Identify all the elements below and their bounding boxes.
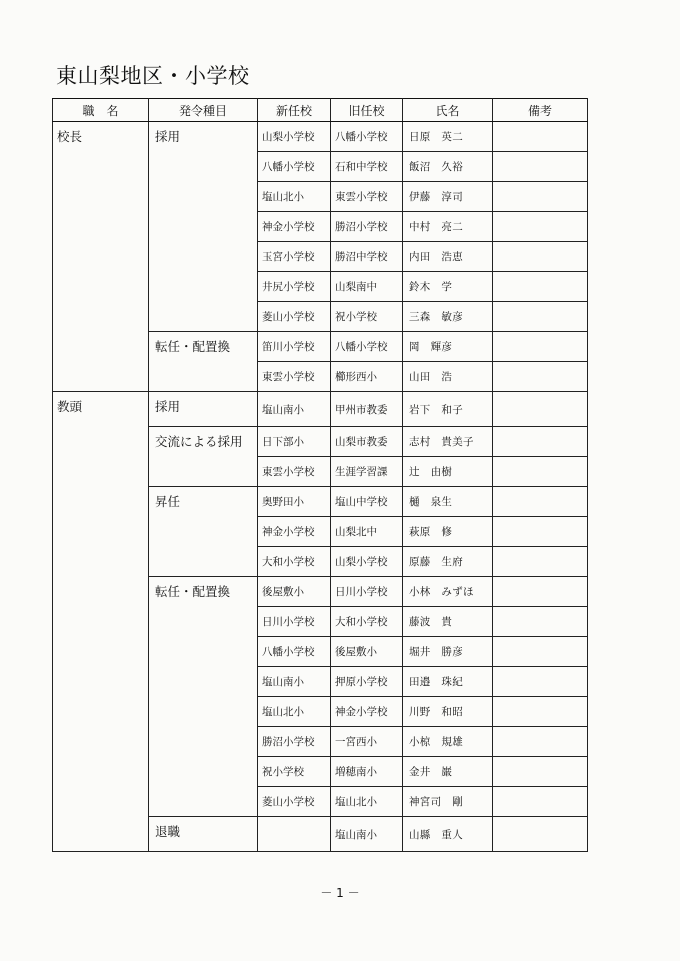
header-remarks: 備考	[493, 99, 588, 122]
position-cell: 校長	[53, 122, 149, 392]
remarks-cell	[493, 212, 588, 242]
position-cell: 教頭	[53, 392, 149, 852]
remarks-cell	[493, 152, 588, 182]
new-school-cell: 東雲小学校	[258, 362, 331, 392]
name-cell: 伊藤 淳司	[403, 182, 493, 212]
name-cell: 堀井 勝彦	[403, 637, 493, 667]
new-school-cell: 塩山北小	[258, 697, 331, 727]
former-school-cell: 山梨小学校	[331, 547, 403, 577]
former-school-cell: 八幡小学校	[331, 332, 403, 362]
remarks-cell	[493, 577, 588, 607]
remarks-cell	[493, 392, 588, 427]
table-header-row	[53, 99, 588, 122]
remarks-cell	[493, 547, 588, 577]
name-cell: 山縣 重人	[403, 817, 493, 852]
new-school-cell: 勝沼小学校	[258, 727, 331, 757]
name-cell: 志村 貴美子	[403, 427, 493, 457]
former-school-cell: 生涯学習課	[331, 457, 403, 487]
former-school-cell: 櫛形西小	[331, 362, 403, 392]
header-name: 氏名	[403, 99, 493, 122]
name-cell: 飯沼 久裕	[403, 152, 493, 182]
remarks-cell	[493, 272, 588, 302]
former-school-cell: 増穂南小	[331, 757, 403, 787]
former-school-cell: 山梨南中	[331, 272, 403, 302]
former-school-cell: 祝小学校	[331, 302, 403, 332]
appointment-type-cell: 転任・配置換	[149, 577, 258, 817]
former-school-cell: 八幡小学校	[331, 122, 403, 152]
new-school-cell: 八幡小学校	[258, 637, 331, 667]
former-school-cell: 大和小学校	[331, 607, 403, 637]
remarks-cell	[493, 607, 588, 637]
new-school-cell: 菱山小学校	[258, 302, 331, 332]
remarks-cell	[493, 517, 588, 547]
name-cell: 萩原 修	[403, 517, 493, 547]
remarks-cell	[493, 427, 588, 457]
table-row	[53, 122, 588, 152]
former-school-cell: 神金小学校	[331, 697, 403, 727]
name-cell: 金井 巌	[403, 757, 493, 787]
header-position: 職 名	[53, 99, 149, 122]
new-school-cell: 神金小学校	[258, 212, 331, 242]
name-cell: 三森 敏彦	[403, 302, 493, 332]
name-cell: 辻 由樹	[403, 457, 493, 487]
remarks-cell	[493, 332, 588, 362]
remarks-cell	[493, 302, 588, 332]
page-number: － 1 －	[320, 886, 360, 900]
name-cell: 樋 泉生	[403, 487, 493, 517]
new-school-cell: 塩山南小	[258, 667, 331, 697]
remarks-cell	[493, 457, 588, 487]
new-school-cell: 東雲小学校	[258, 457, 331, 487]
remarks-cell	[493, 727, 588, 757]
new-school-cell: 大和小学校	[258, 547, 331, 577]
name-cell: 内田 浩恵	[403, 242, 493, 272]
personnel-table	[52, 98, 588, 852]
name-cell: 小林 みずほ	[403, 577, 493, 607]
former-school-cell: 押原小学校	[331, 667, 403, 697]
former-school-cell: 石和中学校	[331, 152, 403, 182]
name-cell: 中村 亮二	[403, 212, 493, 242]
new-school-cell: 後屋敷小	[258, 577, 331, 607]
former-school-cell: 勝沼小学校	[331, 212, 403, 242]
new-school-cell: 井尻小学校	[258, 272, 331, 302]
appointment-type-cell: 昇任	[149, 487, 258, 577]
remarks-cell	[493, 487, 588, 517]
name-cell: 岩下 和子	[403, 392, 493, 427]
remarks-cell	[493, 667, 588, 697]
new-school-cell: 菱山小学校	[258, 787, 331, 817]
new-school-cell: 笛川小学校	[258, 332, 331, 362]
former-school-cell: 日川小学校	[331, 577, 403, 607]
appointment-type-cell: 採用	[149, 122, 258, 332]
header-new-school: 新任校	[258, 99, 331, 122]
name-cell: 原藤 生府	[403, 547, 493, 577]
former-school-cell: 塩山中学校	[331, 487, 403, 517]
former-school-cell: 一宮西小	[331, 727, 403, 757]
table-body	[53, 122, 588, 852]
header-former-school: 旧任校	[331, 99, 403, 122]
name-cell: 神宮司 剛	[403, 787, 493, 817]
new-school-cell: 祝小学校	[258, 757, 331, 787]
remarks-cell	[493, 817, 588, 852]
new-school-cell: 塩山北小	[258, 182, 331, 212]
name-cell: 岡 輝彦	[403, 332, 493, 362]
name-cell: 山田 浩	[403, 362, 493, 392]
remarks-cell	[493, 757, 588, 787]
remarks-cell	[493, 242, 588, 272]
name-cell: 藤波 貴	[403, 607, 493, 637]
appointment-type-cell: 退職	[149, 817, 258, 852]
appointment-type-cell: 交流による採用	[149, 427, 258, 487]
new-school-cell: 日下部小	[258, 427, 331, 457]
new-school-cell: 山梨小学校	[258, 122, 331, 152]
remarks-cell	[493, 637, 588, 667]
new-school-cell	[258, 817, 331, 852]
new-school-cell: 塩山南小	[258, 392, 331, 427]
former-school-cell: 塩山北小	[331, 787, 403, 817]
new-school-cell: 八幡小学校	[258, 152, 331, 182]
former-school-cell: 勝沼中学校	[331, 242, 403, 272]
former-school-cell: 甲州市教委	[331, 392, 403, 427]
former-school-cell: 東雲小学校	[331, 182, 403, 212]
former-school-cell: 山梨市教委	[331, 427, 403, 457]
name-cell: 小椋 規雄	[403, 727, 493, 757]
remarks-cell	[493, 362, 588, 392]
appointment-type-cell: 採用	[149, 392, 258, 427]
name-cell: 日原 英二	[403, 122, 493, 152]
header-appointment-type: 発令種目	[149, 99, 258, 122]
remarks-cell	[493, 697, 588, 727]
name-cell: 川野 和昭	[403, 697, 493, 727]
new-school-cell: 日川小学校	[258, 607, 331, 637]
page-title: 東山梨地区・小学校	[56, 64, 250, 88]
former-school-cell: 塩山南小	[331, 817, 403, 852]
appointment-type-cell: 転任・配置換	[149, 332, 258, 392]
new-school-cell: 神金小学校	[258, 517, 331, 547]
new-school-cell: 奥野田小	[258, 487, 331, 517]
remarks-cell	[493, 182, 588, 212]
name-cell: 田邉 珠紀	[403, 667, 493, 697]
table-row	[53, 392, 588, 427]
remarks-cell	[493, 787, 588, 817]
name-cell: 鈴木 学	[403, 272, 493, 302]
remarks-cell	[493, 122, 588, 152]
new-school-cell: 玉宮小学校	[258, 242, 331, 272]
former-school-cell: 山梨北中	[331, 517, 403, 547]
former-school-cell: 後屋敷小	[331, 637, 403, 667]
